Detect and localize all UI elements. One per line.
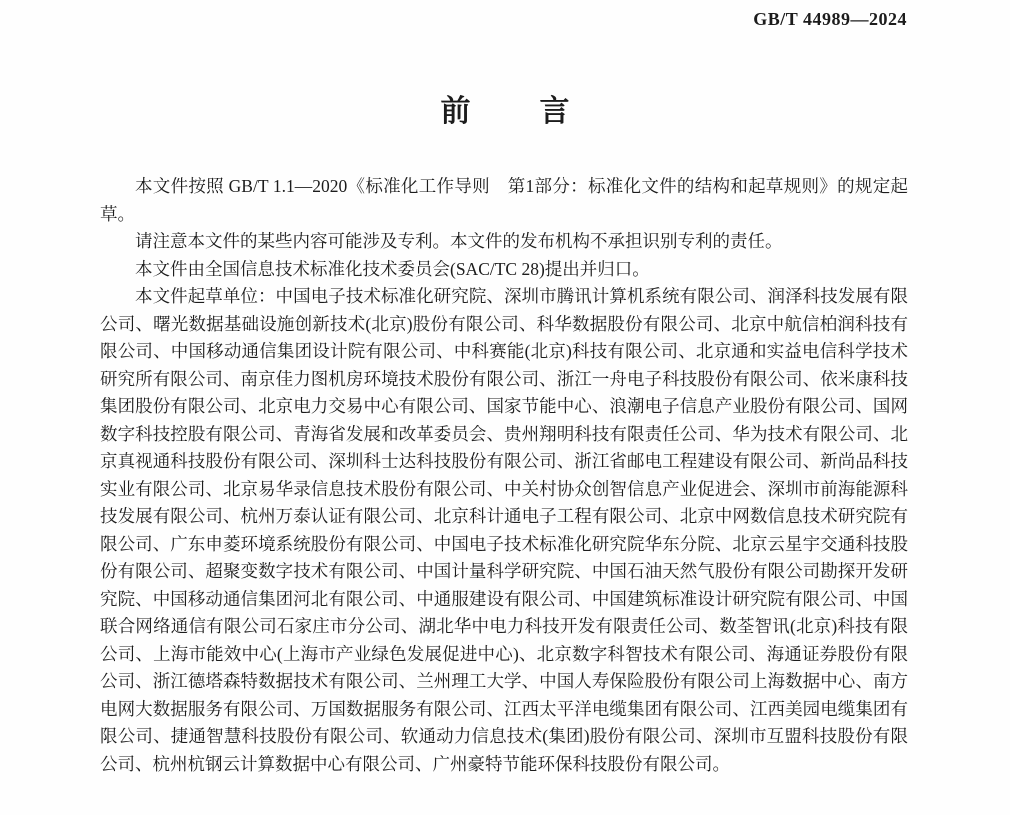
standard-code: GB/T 44989—2024 xyxy=(753,9,907,29)
foreword-paragraph-drafting-organizations: 本文件起草单位：中国电子技术标准化研究院、深圳市腾讯计算机系统有限公司、润泽科技发展有限公司、曙光数据基础设施创新技术(北京)股份有限公司、科华数据股份有限公司、北京中航信柏润科技有限公司、中国移动通信集团设计院有限公司、中科赛能(北京)科技有限公司、北京通和实益电信科学技术研究所有限公司、南京佳力图机房环境技术股份有限公司、浙江一舟电子科技股份有限公司、依米康科技集团股份有限公司、北京电力交易中心有限公司、国家节能中心、浪潮电子信息产业股份有限公司、国网数字科技控股有限公司、青海省发展和改革委员会、贵州翔明科技有限责任公司、华为技术有限公司、北京真视通科技股份有限公司、深圳科士达科技股份有限公司、浙江省邮电工程建设有限公司、新尚品科技实业有限公司、北京易华录信息技术股份有限公司、中关村协众创智信息产业促进会、深圳市前海能源科技发展有限公司、杭州万泰认证有限公司、北京科计通电子工程有限公司、北京中网数信息技术研究院有限公司、广东申菱环境系统股份有限公司、中国电子技术标准化研究院华东分院、北京云星宇交通科技股份有限公司、超聚变数字技术有限公司、中国计量科学研究院、中国石油天然气股份有限公司勘探开发研究院、中国移动通信集团河北有限公司、中通服建设有限公司、中国建筑标准设计研究院有限公司、中国联合网络通信有限公司石家庄市分公司、湖北华中电力科技开发有限责任公司、数荃智讯(北京)科技有限公司、上海市能效中心(上海市产业绿色发展促进中心)、北京数字科智技术有限公司、海通证券股份有限公司、浙江德塔森特数据技术有限公司、兰州理工大学、中国人寿保险股份有限公司上海数据中心、南方电网大数据服务有限公司、万国数据服务有限公司、江西太平洋电缆集团有限公司、江西美园电缆集团有限公司、捷通智慧科技股份有限公司、软通动力信息技术(集团)股份有限公司、深圳市互盟科技股份有限公司、杭州杭钢云计算数据中心有限公司、广州豪特节能环保科技股份有限公司。 xyxy=(100,286,908,774)
page-title: 前言 xyxy=(440,95,639,128)
foreword-paragraph-drafting-rules: 本文件按照 GB/T 1.1—2020《标准化工作导则 第1部分：标准化文件的结构和起草规则》的规定起草。 xyxy=(100,176,908,224)
foreword-body xyxy=(100,173,908,778)
foreword-paragraph-patent-notice: 请注意本文件的某些内容可能涉及专利。本文件的发布机构不承担识别专利的责任。 xyxy=(135,231,783,251)
foreword-paragraph-committee: 本文件由全国信息技术标准化技术委员会(SAC/TC 28)提出并归口。 xyxy=(135,258,650,279)
